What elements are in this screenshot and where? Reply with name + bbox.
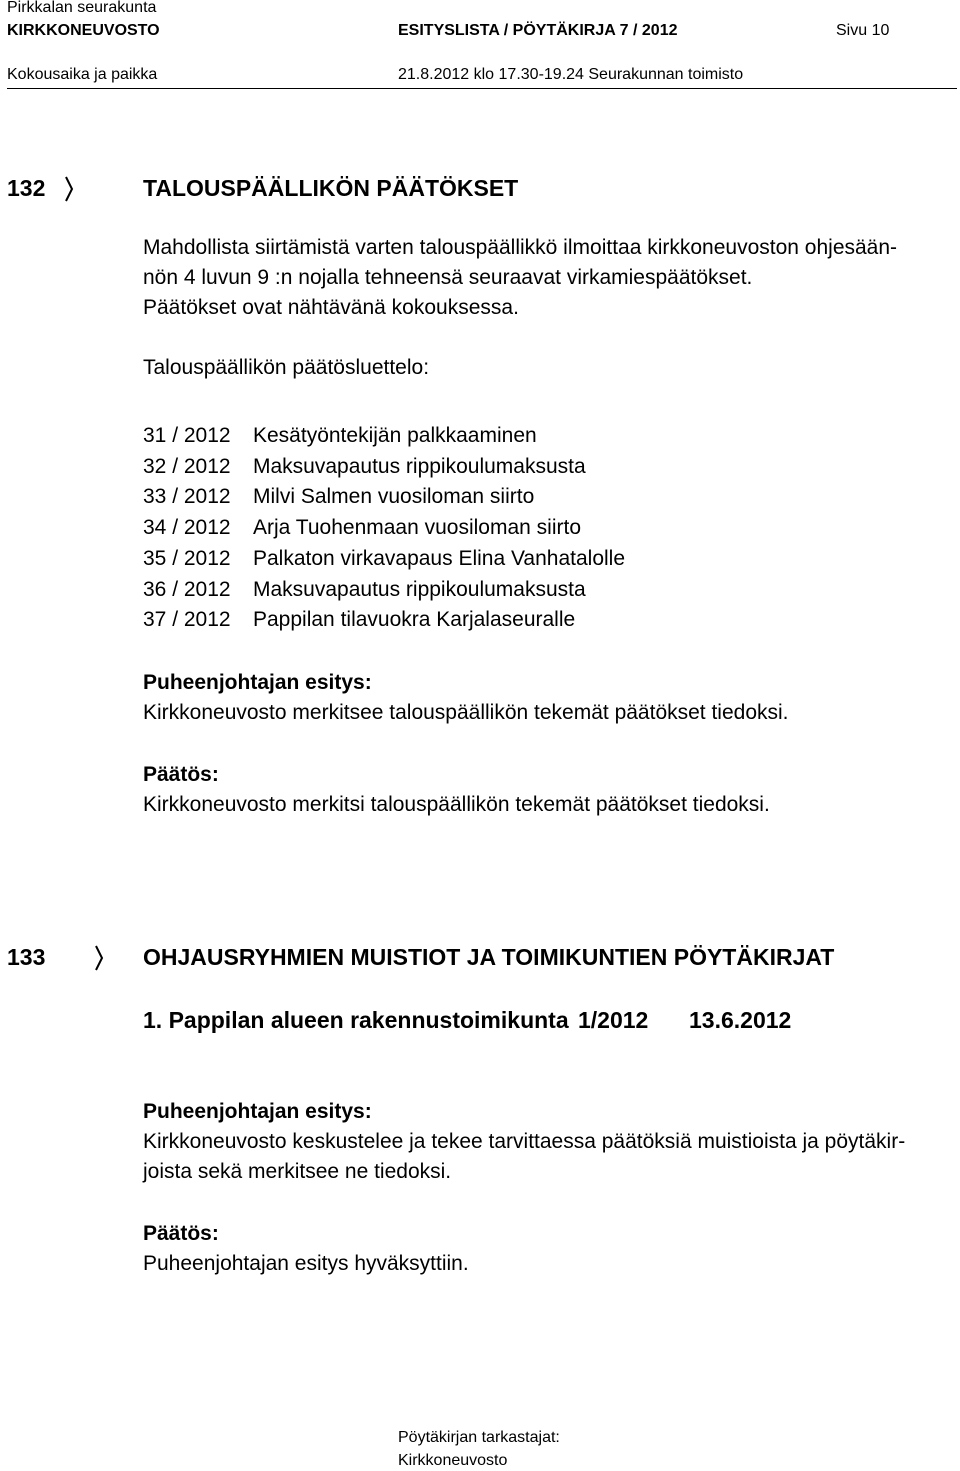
- decision-subject: Milvi Salmen vuosiloman siirto: [253, 485, 535, 509]
- document-title: ESITYSLISTA / PÖYTÄKIRJA 7 / 2012: [398, 22, 678, 39]
- decision-number: 36 / 2012: [143, 577, 231, 601]
- decision-number: 32 / 2012: [143, 454, 231, 478]
- decision-number: 37 / 2012: [143, 608, 231, 632]
- committee-minutes-date: 13.6.2012: [689, 1007, 792, 1033]
- meeting-label: Kokousaika ja paikka: [7, 66, 158, 83]
- section-number: 132: [7, 175, 46, 201]
- intro-line-3: Päätökset ovat nähtävänä kokouksessa.: [143, 296, 519, 319]
- decision-text: Kirkkoneuvosto merkitsi talouspäällikön tekemät päätökset tiedoksi.: [143, 793, 770, 816]
- section-title: TALOUSPÄÄLLIKÖN PÄÄTÖKSET: [143, 175, 519, 201]
- section-number: 133: [7, 944, 46, 970]
- decision-number: 35 / 2012: [143, 546, 231, 570]
- list-item: [143, 513, 625, 544]
- section-mark-icon: [64, 176, 74, 202]
- intro-line-1: Mahdollista siirtämistä varten talouspäällikkö ilmoittaa kirkkoneuvoston ohjesään-: [143, 236, 898, 259]
- proposal-label: Puheenjohtajan esitys:: [143, 1100, 372, 1123]
- decision-number: 31 / 2012: [143, 424, 231, 447]
- decision-subject: Arja Tuohenmaan vuosiloman siirto: [253, 516, 582, 540]
- committee-minutes-number: 1/2012: [578, 1007, 649, 1033]
- decision-subject: Palkaton virkavapaus Elina Vanhatalolle: [253, 546, 626, 570]
- footer-body-name: Kirkkoneuvosto: [398, 1452, 508, 1469]
- decision-subject: Maksuvapautus rippikoulumaksusta: [253, 577, 586, 601]
- decision-label: Päätös:: [143, 1222, 219, 1245]
- list-item: [143, 544, 625, 575]
- decision-subject: Kesätyöntekijän palkkaaminen: [253, 424, 537, 447]
- body-name: KIRKKONEUVOSTO: [7, 22, 160, 39]
- proposal-line-1: Kirkkoneuvosto keskustelee ja tekee tarvittaessa päätöksiä muistioista ja pöytäkir-: [143, 1130, 906, 1153]
- decision-text: Puheenjohtajan esitys hyväksyttiin.: [143, 1252, 469, 1275]
- decision-list-heading: Talouspäällikön päätösluettelo:: [143, 356, 430, 379]
- decision-subject: Pappilan tilavuokra Karjalaseuralle: [253, 608, 576, 632]
- footer-reviewers-label: Pöytäkirjan tarkastajat:: [398, 1429, 560, 1446]
- list-item: [143, 482, 625, 513]
- list-item: [143, 421, 625, 452]
- proposal-label: Puheenjohtajan esitys:: [143, 671, 372, 694]
- decision-label: Päätös:: [143, 763, 219, 786]
- organization-name: Pirkkalan seurakunta: [7, 0, 157, 16]
- decision-number: 33 / 2012: [143, 485, 231, 509]
- intro-line-2: nön 4 luvun 9 :n nojalla tehneensä seuraavat virkamiespäätökset.: [143, 266, 753, 289]
- decision-number: 34 / 2012: [143, 516, 231, 540]
- header-divider: [7, 88, 957, 89]
- decision-list: [143, 421, 625, 636]
- page-number: Sivu 10: [836, 22, 890, 39]
- section-title: OHJAUSRYHMIEN MUISTIOT JA TOIMIKUNTIEN PÖYTÄKIRJAT: [143, 944, 835, 970]
- list-item: [143, 452, 625, 483]
- list-item: [143, 605, 625, 636]
- proposal-text: Kirkkoneuvosto merkitsee talouspäällikön tekemät päätökset tiedoksi.: [143, 701, 789, 724]
- proposal-line-2: joista sekä merkitsee ne tiedoksi.: [143, 1160, 452, 1183]
- decision-subject: Maksuvapautus rippikoulumaksusta: [253, 454, 586, 478]
- meeting-time-place: 21.8.2012 klo 17.30-19.24 Seurakunnan toimisto: [398, 66, 744, 83]
- list-item: [143, 575, 625, 606]
- committee-name: 1. Pappilan alueen rakennustoimikunta: [143, 1007, 569, 1033]
- section-mark-icon: [94, 945, 104, 971]
